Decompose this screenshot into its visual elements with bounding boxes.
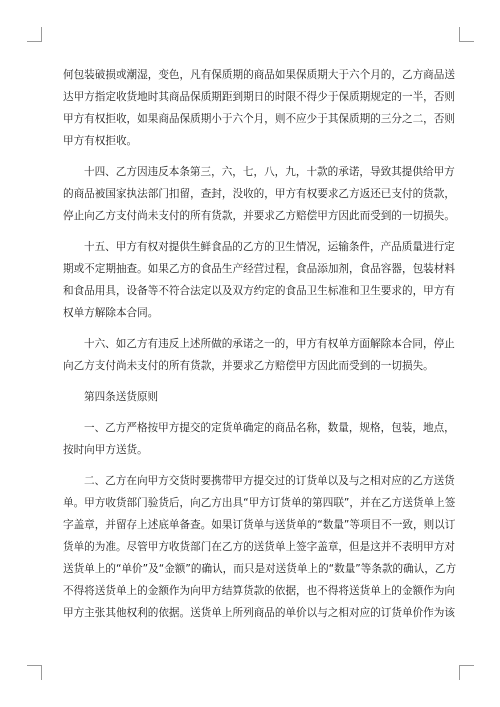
text-line: 货单的为准。尽管甲方收货部门在乙方的送货单上签字盖章，但是这并不表明甲方对: [63, 541, 455, 553]
crop-mark-top-right: [459, 27, 474, 42]
paragraph-article-4-item-2: [63, 470, 457, 624]
text-line: 一、乙方严格按甲方提交的定货单确定的商品名称，数量，规格，包装，地点，: [84, 422, 455, 434]
text-line: 停止向乙方支付尚未支付的所有货款，并要求乙方赔偿甲方因此而受到的一切损失。: [63, 210, 455, 222]
text-line: 十五、甲方有权对提供生鲜食品的乙方的卫生情况，运输条件，产品质量进行定: [84, 241, 455, 253]
crop-mark-top-left: [27, 27, 42, 42]
text-line: 送货单上的“单价”及“金额”的确认，而只是对送货单上的“数量”等条款的确认，乙方: [63, 563, 457, 575]
text-line: 单。甲方收货部门验货后，向乙方出具“甲方订货单的第四联”，并在乙方送货单上签: [63, 497, 456, 509]
text-line: 达甲方指定收货地时其商品保质期距到期日的时限不得少于保质期规定的一半，否则: [63, 91, 455, 103]
text-line: 何包装破损或潮湿，变色，凡有保质期的商品如果保质期大于六个月的，乙方商品送: [63, 69, 455, 81]
text-line: 字盖章，并留存上述底单备查。如果订货单与送货单的“数量”等项目不一致，则以订: [63, 519, 456, 531]
paragraph-clause-14: [63, 161, 455, 227]
section-heading-article-4: [63, 386, 441, 408]
text-line: 甲方有权拒收。: [63, 135, 138, 147]
heading-text: 第四条送货原则: [84, 391, 159, 403]
text-line: 的商品被国家执法部门扣留，查封，没收的，甲方有权要求乙方返还已支付的货款，: [63, 188, 455, 200]
text-line: 十六、如乙方有违反上述所做的承诺之一的，甲方有权单方面解除本合同，停止: [84, 338, 455, 350]
crop-mark-bottom-left: [27, 665, 42, 680]
text-line: 期或不定期抽查。如果乙方的食品生产经营过程，食品添加剂，食品容器，包装材料: [63, 263, 455, 275]
text-line: 权单方解除本合同。: [63, 307, 159, 319]
text-line: 十四、乙方因违反本条第三，六，七，八，九，十款的承诺，导致其提供给甲方: [84, 166, 455, 178]
crop-mark-bottom-right: [459, 665, 474, 680]
text-line: 甲方有权拒收，如果商品保质期小于六个月，则不应少于其保质期的三分之二，否则: [63, 113, 455, 125]
text-line: 甲方主张其他权利的依据。送货单上所列商品的单价以与之相对应的订货单价作为该: [63, 607, 455, 619]
document-body: [63, 64, 457, 624]
text-line: 按时向甲方送货。: [63, 444, 148, 456]
paragraph-intro: [63, 64, 455, 152]
paragraph-clause-15: [63, 236, 455, 324]
text-line: 和食品用具，设备等不符合法定以及双方约定的食品卫生标准和卫生要求的，甲方有: [63, 285, 455, 297]
text-line: 二、乙方在向甲方交货时要携带甲方提交过的订货单以及与之相对应的乙方送货: [84, 475, 455, 487]
text-line: 向乙方支付尚未支付的所有货款，并要求乙方赔偿甲方因此而受到的一切损失。: [63, 360, 434, 372]
paragraph-clause-16: [63, 333, 455, 377]
paragraph-article-4-item-1: [63, 417, 455, 461]
text-line: 不得将送货单上的金额作为向甲方结算货款的依据，也不得将送货单上的金额作为向: [63, 585, 455, 597]
